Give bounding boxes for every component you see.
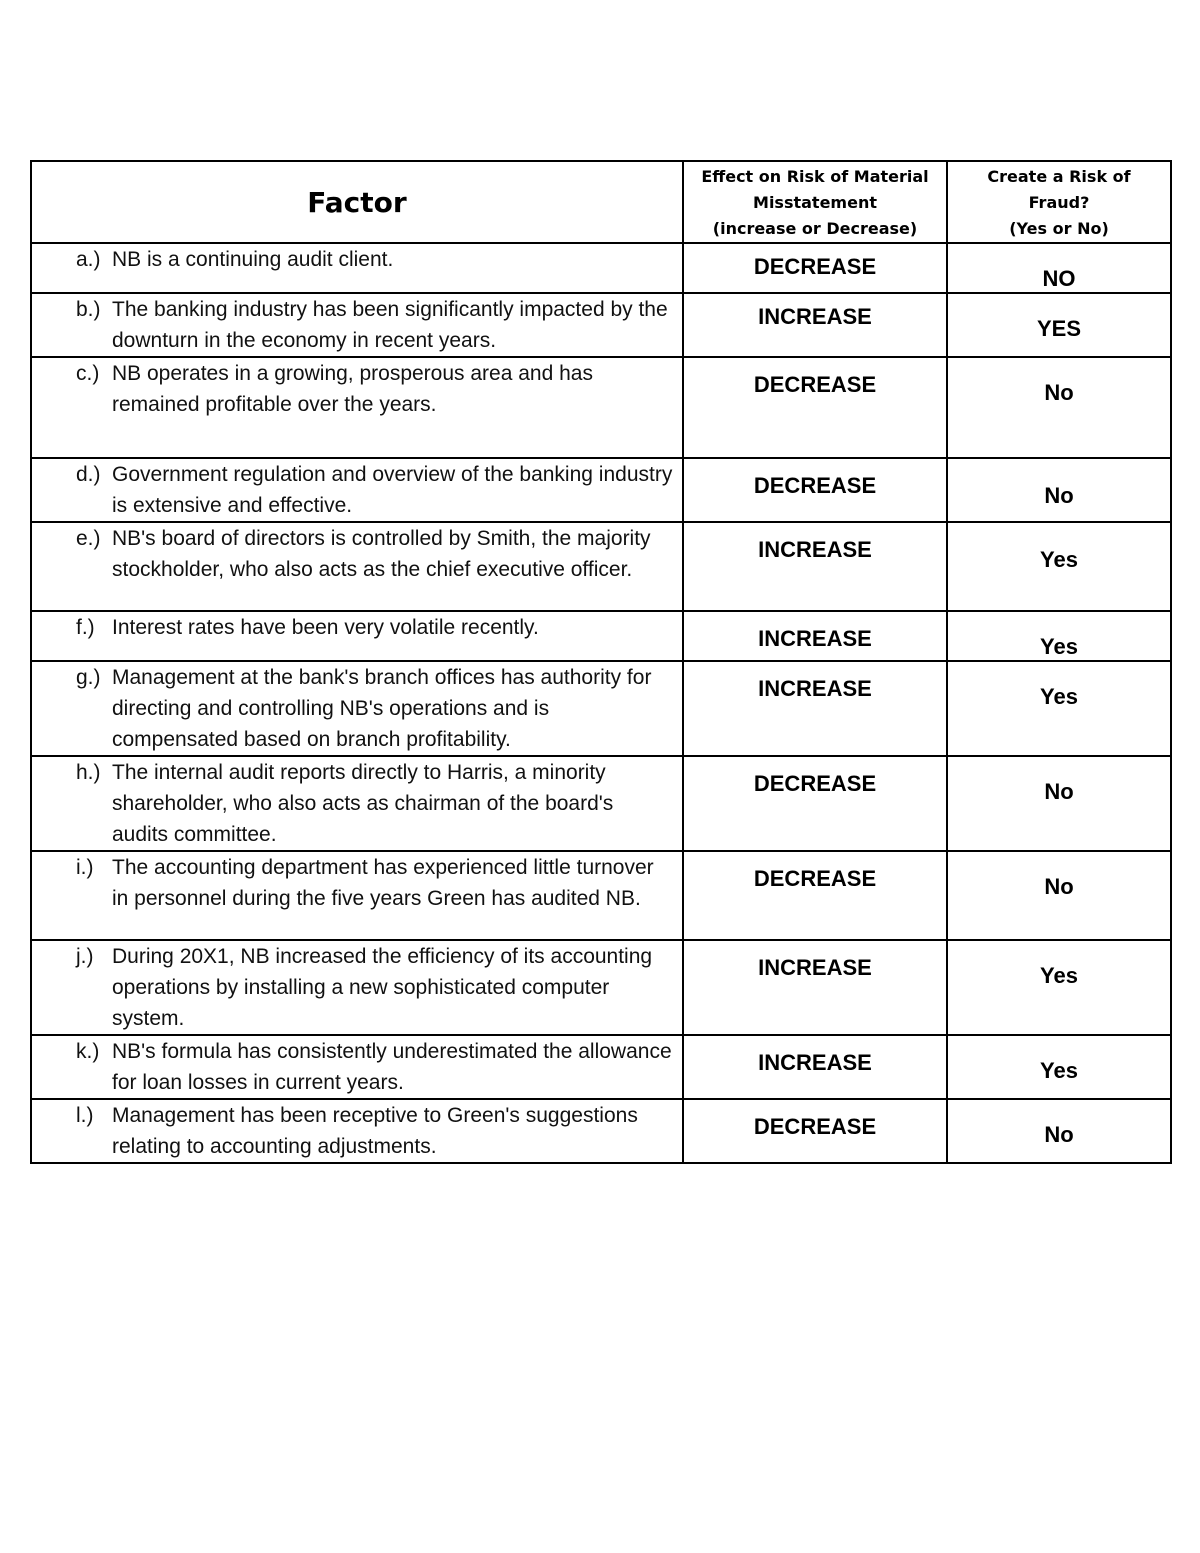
effect-cell [683, 1099, 947, 1163]
factor-text: The internal audit reports directly to Harris, a minority shareholder, who also acts as chairman of the board's audits committee. [112, 761, 614, 846]
effect-value: INCREASE [758, 676, 872, 701]
table-row [31, 357, 1171, 458]
effect-cell [683, 243, 947, 293]
table-row [31, 940, 1171, 1035]
factor-cell [31, 522, 683, 611]
factor-cell [31, 458, 683, 522]
factor-text: NB is a continuing audit client. [112, 248, 394, 271]
fraud-cell [947, 293, 1171, 357]
factor-text: Interest rates have been very volatile recently. [112, 616, 539, 639]
header-effect-line-3: (increase or Decrease) [712, 219, 918, 238]
factor-text: NB operates in a growing, prosperous area and has remained profitable over the years. [112, 362, 593, 416]
table-row [31, 1035, 1171, 1099]
factor-text: NB's board of directors is controlled by Smith, the majority stockholder, who also acts as the chief executive officer. [112, 527, 651, 581]
fraud-value: No [1044, 874, 1074, 899]
fraud-value: No [1044, 1122, 1074, 1147]
table-row [31, 243, 1171, 293]
factor-cell [31, 661, 683, 756]
fraud-cell [947, 357, 1171, 458]
factor-cell [31, 293, 683, 357]
fraud-cell [947, 1035, 1171, 1099]
fraud-cell [947, 1099, 1171, 1163]
table-row [31, 1099, 1171, 1163]
table-body [31, 243, 1171, 1163]
factor-text: NB's formula has consistently underestimated the allowance for loan losses in current years. [112, 1040, 672, 1094]
factor-letter: d.) [76, 463, 101, 486]
fraud-cell [947, 522, 1171, 611]
effect-cell [683, 611, 947, 661]
factor-letter: e.) [76, 527, 101, 550]
factor-text: Management has been receptive to Green's suggestions relating to accounting adjustments. [112, 1104, 638, 1158]
factor-letter: i.) [76, 856, 94, 879]
effect-value: INCREASE [758, 1050, 872, 1075]
fraud-value: NO [1042, 266, 1076, 291]
effect-value: INCREASE [758, 955, 872, 980]
fraud-cell [947, 940, 1171, 1035]
fraud-value: Yes [1040, 1058, 1078, 1083]
effect-value: INCREASE [758, 626, 872, 651]
fraud-value: YES [1036, 316, 1082, 341]
factor-cell [31, 611, 683, 661]
header-fraud-line-1: Create a Risk of [987, 167, 1131, 186]
effect-cell [683, 1035, 947, 1099]
factor-letter: f.) [76, 616, 95, 639]
effect-value: DECREASE [753, 866, 877, 891]
factor-letter: c.) [76, 362, 100, 385]
factor-cell [31, 851, 683, 940]
effect-cell [683, 293, 947, 357]
factor-letter: b.) [76, 298, 101, 321]
fraud-value: No [1044, 779, 1074, 804]
factor-letter: h.) [76, 761, 101, 784]
effect-value: DECREASE [753, 254, 877, 279]
fraud-value: No [1044, 380, 1074, 405]
factor-cell [31, 756, 683, 851]
fraud-cell [947, 851, 1171, 940]
fraud-value: Yes [1040, 547, 1078, 572]
table-row [31, 756, 1171, 851]
header-fraud [947, 161, 1171, 243]
factor-cell [31, 940, 683, 1035]
risk-factor-table [30, 160, 1172, 1164]
factor-cell [31, 357, 683, 458]
fraud-value: Yes [1040, 634, 1078, 659]
header-fraud-line-3: (Yes or No) [1009, 219, 1109, 238]
effect-cell [683, 522, 947, 611]
factor-letter: j.) [76, 945, 94, 968]
effect-value: DECREASE [753, 473, 877, 498]
effect-value: DECREASE [753, 771, 877, 796]
table-row [31, 458, 1171, 522]
factor-letter: a.) [76, 248, 101, 271]
fraud-value: Yes [1040, 963, 1078, 988]
factor-text: The banking industry has been significantly impacted by the downturn in the economy in recent years. [112, 298, 668, 352]
header-row [31, 161, 1171, 243]
fraud-value: No [1044, 483, 1074, 508]
factor-text: Management at the bank's branch offices has authority for directing and controlling NB's operations and is compensated based on branch profitability. [112, 666, 652, 751]
table-row [31, 522, 1171, 611]
fraud-cell [947, 756, 1171, 851]
factor-letter: l.) [76, 1104, 94, 1127]
fraud-cell [947, 458, 1171, 522]
effect-value: INCREASE [758, 537, 872, 562]
effect-cell [683, 661, 947, 756]
fraud-cell [947, 243, 1171, 293]
effect-cell [683, 357, 947, 458]
factor-text: Government regulation and overview of the banking industry is extensive and effective. [112, 463, 673, 517]
effect-value: DECREASE [753, 1114, 877, 1139]
header-effect-line-2: Misstatement [753, 193, 877, 212]
effect-value: DECREASE [753, 372, 877, 397]
factor-cell [31, 243, 683, 293]
fraud-value: Yes [1040, 684, 1078, 709]
factor-cell [31, 1099, 683, 1163]
factor-letter: k.) [76, 1040, 100, 1063]
effect-cell [683, 756, 947, 851]
factor-text: The accounting department has experienced little turnover in personnel during the five years Green has audited NB. [112, 856, 654, 910]
header-effect-line-1: Effect on Risk of Material [701, 167, 929, 186]
effect-value: INCREASE [758, 304, 872, 329]
table-row [31, 661, 1171, 756]
effect-cell [683, 851, 947, 940]
table-row [31, 851, 1171, 940]
header-fraud-line-2: Fraud? [1028, 193, 1090, 212]
effect-cell [683, 940, 947, 1035]
table-row [31, 611, 1171, 661]
header-factor: Factor [31, 161, 683, 243]
effect-cell [683, 458, 947, 522]
fraud-cell [947, 661, 1171, 756]
fraud-cell [947, 611, 1171, 661]
factor-cell [31, 1035, 683, 1099]
table-row [31, 293, 1171, 357]
header-effect [683, 161, 947, 243]
factor-text: During 20X1, NB increased the efficiency of its accounting operations by installing a new sophisticated computer system. [112, 945, 653, 1030]
factor-letter: g.) [76, 666, 101, 689]
